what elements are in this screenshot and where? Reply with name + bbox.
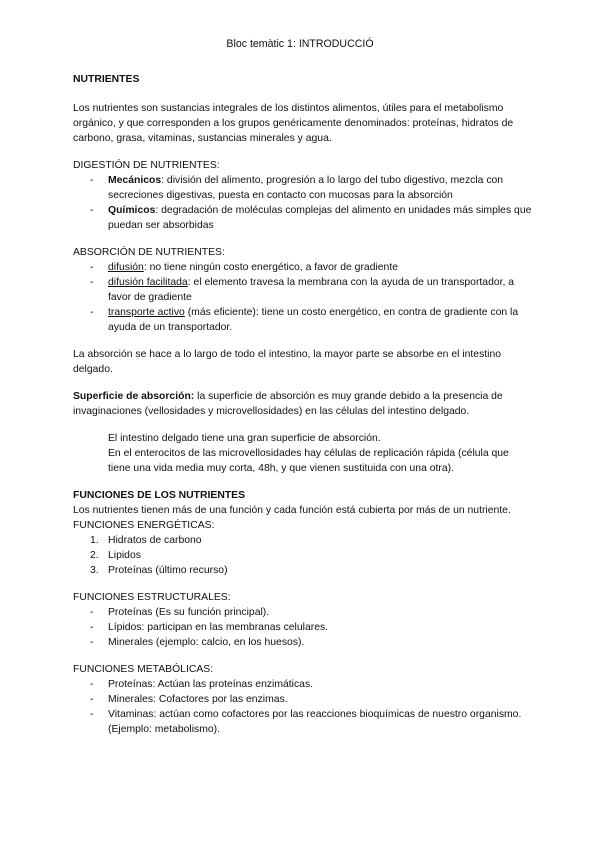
energeticas-list [73,533,533,578]
list-item-text: Lípidos: participan en las membranas celulares. [108,622,329,633]
list-item: - Mecánicos: división del alimento, progresión a lo largo del tubo digestivo, mezcla con secreciones digestivas, puesta en contacto con mucosas para la absorción [90,175,504,201]
heading-absorcion: ABSORCIÓN DE NUTRIENTES: [73,247,225,258]
list-item: - difusión facilitada: el elemento travesa la membrana con la ayuda de un transportador, a favor de gradiente [90,277,515,303]
absorcion-paragraph: La absorción se hace a lo largo de todo el intestino, la mayor parte se absorbe en el intestino delgado. [73,349,502,375]
heading-metabolicas: FUNCIONES METABÓLICAS: [73,664,214,675]
term: Mecánicos [108,175,162,186]
heading-nutrientes: NUTRIENTES [73,74,140,85]
term-description: : no tiene ningún costo energético, a favor de gradiente [143,262,398,273]
term: difusión facilitada [108,277,188,288]
indented-note-2: En el enterocitos de las microvellosidades hay células de replicación rápida (célula que tiene una vida media muy corta, 48h, y que vienen sustituida con una otra). [108,448,509,474]
digestion-list [73,173,533,233]
list-item-text: Proteínas: Actúan las proteínas enzimáticas. [108,679,314,690]
superficie-paragraph [73,389,533,419]
list-item-text: Vitaminas: actúan como cofactores por las reacciones bioquímicas de nuestro organismo. (Ejemplo: metabolismo). [108,709,522,735]
list-item-text: Hidratos de carbono [108,535,202,546]
term-description: la superficie de absorción es muy grande debido a la presencia de invaginaciones (vellosidades y microvellosidades) en las células del intestino delgado. [73,391,503,417]
list-item: 1. Hidratos de carbono [90,535,202,546]
list-item-text: Minerales: Cofactores por las enzimas. [108,694,288,705]
term-description: : degradación de moléculas complejas del alimento en unidades más simples que puedan ser absorbidas [108,205,532,231]
list-item: 2. Lipidos [90,550,141,561]
list-item: - Proteínas (Es su función principal). [90,607,270,618]
absorcion-list [73,260,533,335]
nutrientes-intro: Los nutrientes son sustancias integrales de los distintos alimentos, útiles para el metabolismo orgánico, y que corresponden a los grupos genéricamente denominados: proteínas, hidratos de carbono, grasa, vitaminas, sustancias minerales y agua. [73,103,514,144]
term: Superficie de absorción: [73,391,195,402]
list-item: - Vitaminas: actúan como cofactores por las reacciones bioquímicas de nuestro organismo. (Ejemplo: metabolismo). [90,709,522,735]
term-description: (más eficiente): tiene un costo energético, en contra de gradiente con la ayuda de un transportador. [108,307,519,333]
funciones-intro: Los nutrientes tienen más de una función y cada función está cubierta por más de un nutriente. [73,505,511,516]
list-item: - Proteínas: Actúan las proteínas enzimáticas. [90,679,314,690]
heading-energeticas: FUNCIONES ENERGÉTICAS: [73,520,215,531]
indented-note-1: El intestino delgado tiene una gran superficie de absorción. [108,433,381,444]
heading-digestion: DIGESTIÓN DE NUTRIENTES: [73,160,220,171]
heading-estructurales: FUNCIONES ESTRUCTURALES: [73,592,231,603]
list-item: - difusión: no tiene ningún costo energético, a favor de gradiente [90,262,398,273]
term: transporte activo [108,307,185,318]
term: difusión [108,262,144,273]
document-body [73,72,533,737]
list-item-text: Lipidos [108,550,141,561]
page-header: Bloc temàtic 1: INTRODUCCIÓ [226,38,374,50]
list-item-text: Proteínas (último recurso) [108,565,228,576]
list-item-text: Proteínas (Es su función principal). [108,607,270,618]
term: Químicos [108,205,156,216]
list-item: - Minerales (ejemplo: calcio, en los huesos). [90,637,305,648]
list-item-text: Minerales (ejemplo: calcio, en los huesos). [108,637,305,648]
list-item: - Minerales: Cofactores por las enzimas. [90,694,288,705]
heading-funciones: FUNCIONES DE LOS NUTRIENTES [73,490,246,501]
estructurales-list [73,605,533,650]
list-item: 3. Proteínas (último recurso) [90,565,228,576]
term-description: : el elemento travesa la membrana con la ayuda de un transportador, a favor de gradiente [108,277,515,303]
list-item: - Químicos: degradación de moléculas complejas del alimento en unidades más simples que puedan ser absorbidas [90,205,532,231]
term-description: : división del alimento, progresión a lo largo del tubo digestivo, mezcla con secreciones digestivas, puesta en contacto con mucosas para la absorción [108,175,504,201]
list-item: - Lípidos: participan en las membranas celulares. [90,622,329,633]
list-item: - transporte activo (más eficiente): tiene un costo energético, en contra de gradiente con la ayuda de un transportador. [90,307,519,333]
metabolicas-list [73,677,533,737]
